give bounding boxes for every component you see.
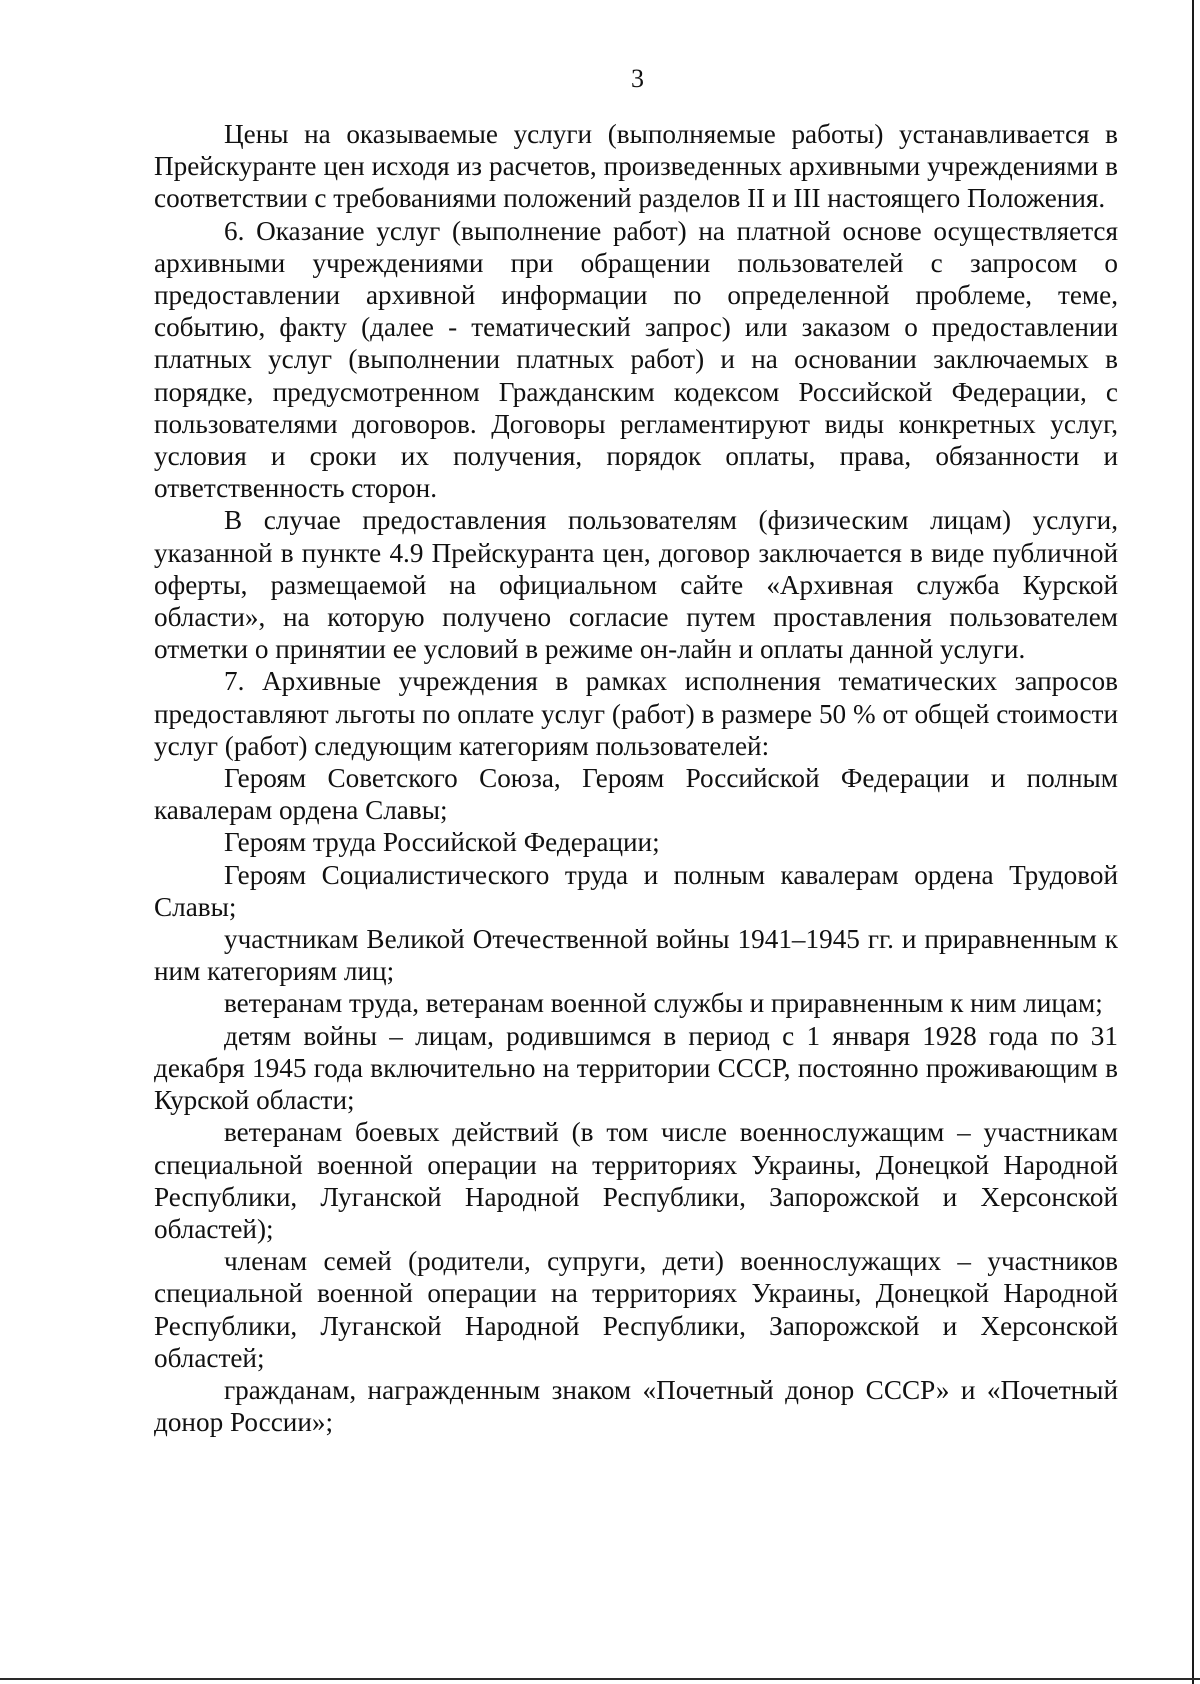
list-item-labor-veterans: ветеранам труда, ветеранам военной службы и приравненным к ним лицам; [224,988,1103,1019]
list-item-socialist-labor: Героям Социалистического труда и полным кавалерам ордена Трудовой Славы; [154,859,1118,922]
list-item-heroes-of-labor: Героям труда Российской Федерации; [224,827,660,858]
list-item-wwii-veterans: участникам Великой Отечественной войны 1941–1945 гг. и приравненным к ним категориям лиц; [154,924,1118,987]
list-item-war-children: детям войны – лицам, родившимся в период с 1 января 1928 года по 31 декабря 1945 года включительно на территории СССР, постоянно проживающим в Курской области; [154,1020,1118,1116]
paragraph-item-7: 7. Архивные учреждения в рамках исполнения тематических запросов предоставляют льготы по оплате услуг (работ) в размере 50 % от общей стоимости услуг (работ) следующим категориям пользователей: [154,666,1118,761]
list-item-combat-veterans: ветеранам боевых действий (в том числе военнослужащим – участникам специальной военной операции на территориях Украины, Донецкой Народной Республики, Луганской Народной Республики, Запорожской и Херсонской областей); [154,1117,1118,1244]
paragraph-prices: Цены на оказываемые услуги (выполняемые работы) устанавливается в Прейскуранте цен исходя из расчетов, произведенных архивными учреждениями в соответствии с требованиями положений разделов II и III настоящего Положения. [154,119,1118,214]
paragraph-item-6: 6. Оказание услуг (выполнение работ) на платной основе осуществляется архивными учреждениями при обращении пользователей с запросом о предоставлении архивной информации по определенной проблеме, теме, событию, факту (далее - тематический запрос) или заказом о предоставлении платных услуг (выполнении платных работ) и на основании заключаемых в порядке, предусмотренном Гражданским кодексом Российской Федерации, с пользователями договоров. Договоры регламентируют виды конкретных услуг, условия и сроки их получения, порядок оплаты, права, обязанности и ответственность сторон. [154,215,1118,504]
scan-edge-right [1192,0,1194,1684]
paragraph-public-offer: В случае предоставления пользователям (физическим лицам) услуги, указанной в пункте 4.9 Прейскуранта цен, договор заключается в виде публичной оферты, размещаемой на официальном сайте «Архивная служба Курской области», на которую получено согласие путем проставления пользователем отметки о принятии ее условий в режиме он-лайн и оплаты данной услуги. [154,505,1118,665]
list-item-family-members: членам семей (родители, супруги, дети) военнослужащих – участников специальной военной операции на территориях Украины, Донецкой Народной Республики, Луганской Народной Республики, Запорожской и Херсонской областей; [154,1246,1118,1373]
page-number: 3 [631,64,644,93]
document-body [154,118,1118,1438]
scan-edge-bottom [0,1678,1200,1680]
list-item-honorary-donors: гражданам, награжденным знаком «Почетный донор СССР» и «Почетный донор России»; [154,1374,1118,1438]
list-item-heroes: Героям Советского Союза, Героям Российской Федерации и полным кавалерам ордена Славы; [154,763,1118,826]
